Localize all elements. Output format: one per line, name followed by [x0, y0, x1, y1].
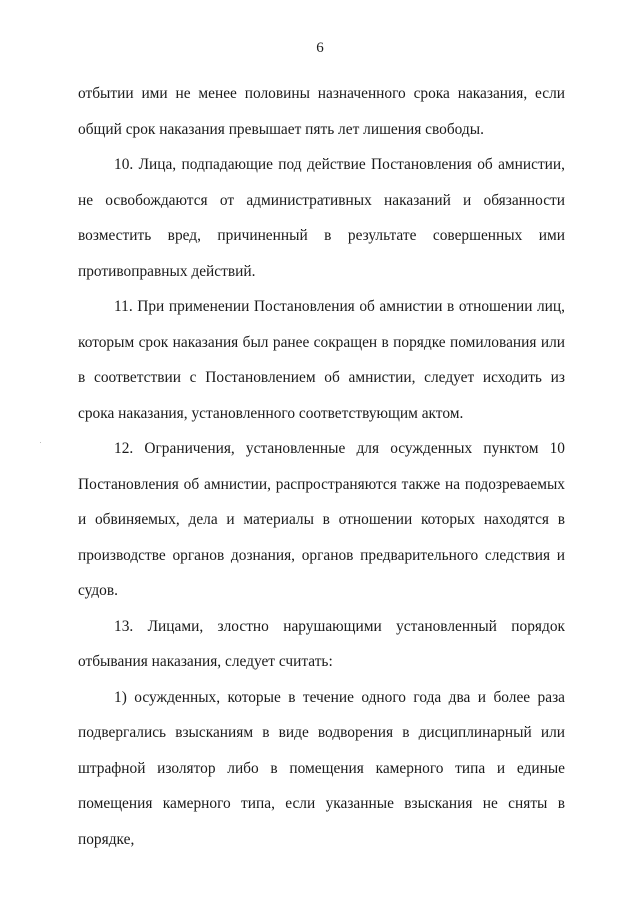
paragraph-item-13-subitem-1: 1) осужденных, которые в течение одного года два и более раза подвергались взысканиям в виде водворения в дисциплинарный или штрафной изолятор либо в помещения камерного типа и единые помещения камерного типа, если указанные взыскания не сняты в порядке,: [78, 688, 565, 848]
margin-dot: [40, 442, 41, 443]
page-number: 6: [316, 40, 324, 56]
paragraph-item-10: 10. Лица, подпадающие под действие Постановления об амнистии, не освобождаются от административных наказаний и обязанности возместить вред, причиненный в результате совершенных ими противоправных действий.: [78, 156, 565, 280]
paragraph-item-13: 13. Лицами, злостно нарушающими установленный порядок отбывания наказания, следует считать:: [78, 617, 565, 670]
document-body: [78, 76, 565, 857]
paragraph-item-12: 12. Ограничения, установленные для осужденных пунктом 10 Постановления об амнистии, распространяются также на подозреваемых и обвиняемых, дела и материалы в отношении которых находятся в производстве органов дознания, органов предварительного следствия и судов.: [78, 440, 565, 599]
paragraph-continuation: отбытии ими не менее половины назначенного срока наказания, если общий срок наказания превышает пять лет лишения свободы.: [78, 85, 565, 138]
paragraph-item-11: 11. При применении Постановления об амнистии в отношении лиц, которым срок наказания был ранее сокращен в порядке помилования или в соответствии с Постановлением об амнистии, следует исходить из срока наказания, установленного соответствующим актом.: [78, 298, 565, 422]
